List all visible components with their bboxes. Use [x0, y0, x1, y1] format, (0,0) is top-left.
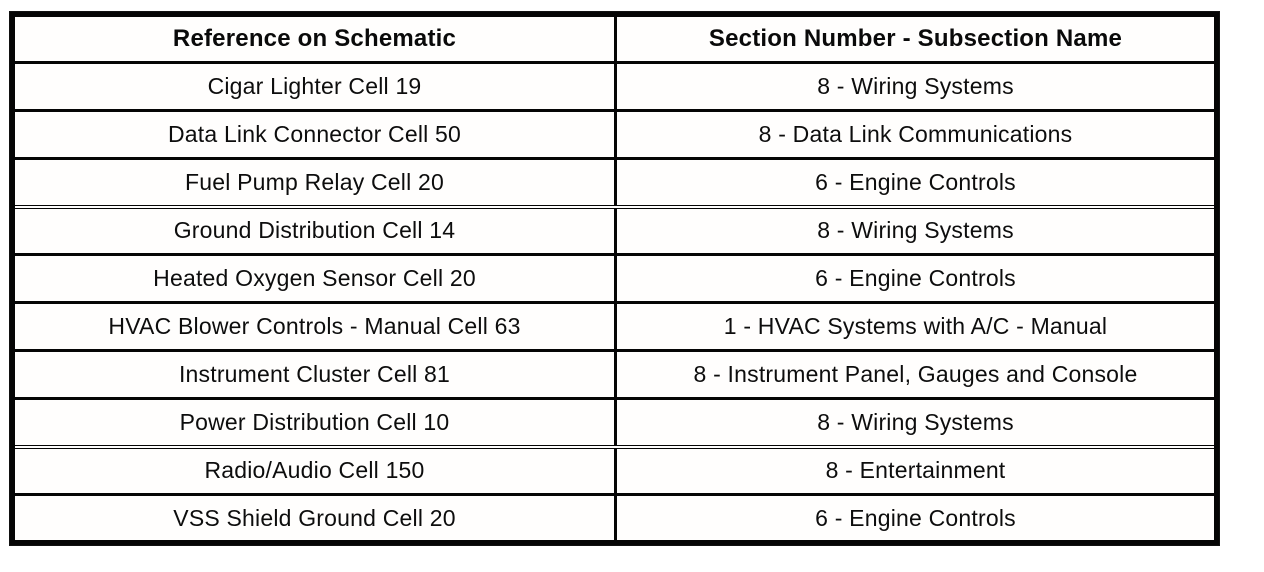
table-row	[13, 159, 1217, 207]
table-row	[13, 255, 1217, 303]
reference-cell: Power Distribution Cell 10	[13, 399, 616, 447]
table-body	[13, 63, 1217, 543]
schematic-reference-table	[10, 12, 1219, 545]
column-header-reference: Reference on Schematic	[13, 15, 616, 63]
table-row	[13, 63, 1217, 111]
reference-cell: Data Link Connector Cell 50	[13, 111, 616, 159]
section-cell: 1 - HVAC Systems with A/C - Manual	[616, 303, 1217, 351]
section-cell: 6 - Engine Controls	[616, 255, 1217, 303]
section-cell: 8 - Data Link Communications	[616, 111, 1217, 159]
reference-cell: Ground Distribution Cell 14	[13, 207, 616, 255]
section-cell: 8 - Wiring Systems	[616, 63, 1217, 111]
reference-cell: Radio/Audio Cell 150	[13, 447, 616, 495]
section-cell: 6 - Engine Controls	[616, 495, 1217, 543]
reference-cell: Fuel Pump Relay Cell 20	[13, 159, 616, 207]
section-cell: 8 - Instrument Panel, Gauges and Console	[616, 351, 1217, 399]
reference-cell: HVAC Blower Controls - Manual Cell 63	[13, 303, 616, 351]
table-row	[13, 303, 1217, 351]
table-row	[13, 207, 1217, 255]
section-cell: 8 - Wiring Systems	[616, 399, 1217, 447]
table-row	[13, 495, 1217, 543]
column-header-section: Section Number - Subsection Name	[616, 15, 1217, 63]
reference-cell: VSS Shield Ground Cell 20	[13, 495, 616, 543]
reference-cell: Heated Oxygen Sensor Cell 20	[13, 255, 616, 303]
table-row	[13, 111, 1217, 159]
reference-cell: Cigar Lighter Cell 19	[13, 63, 616, 111]
section-cell: 8 - Entertainment	[616, 447, 1217, 495]
section-cell: 8 - Wiring Systems	[616, 207, 1217, 255]
table-row	[13, 351, 1217, 399]
table-row	[13, 447, 1217, 495]
table-header-row	[13, 15, 1217, 63]
section-cell: 6 - Engine Controls	[616, 159, 1217, 207]
reference-cell: Instrument Cluster Cell 81	[13, 351, 616, 399]
table-row	[13, 399, 1217, 447]
